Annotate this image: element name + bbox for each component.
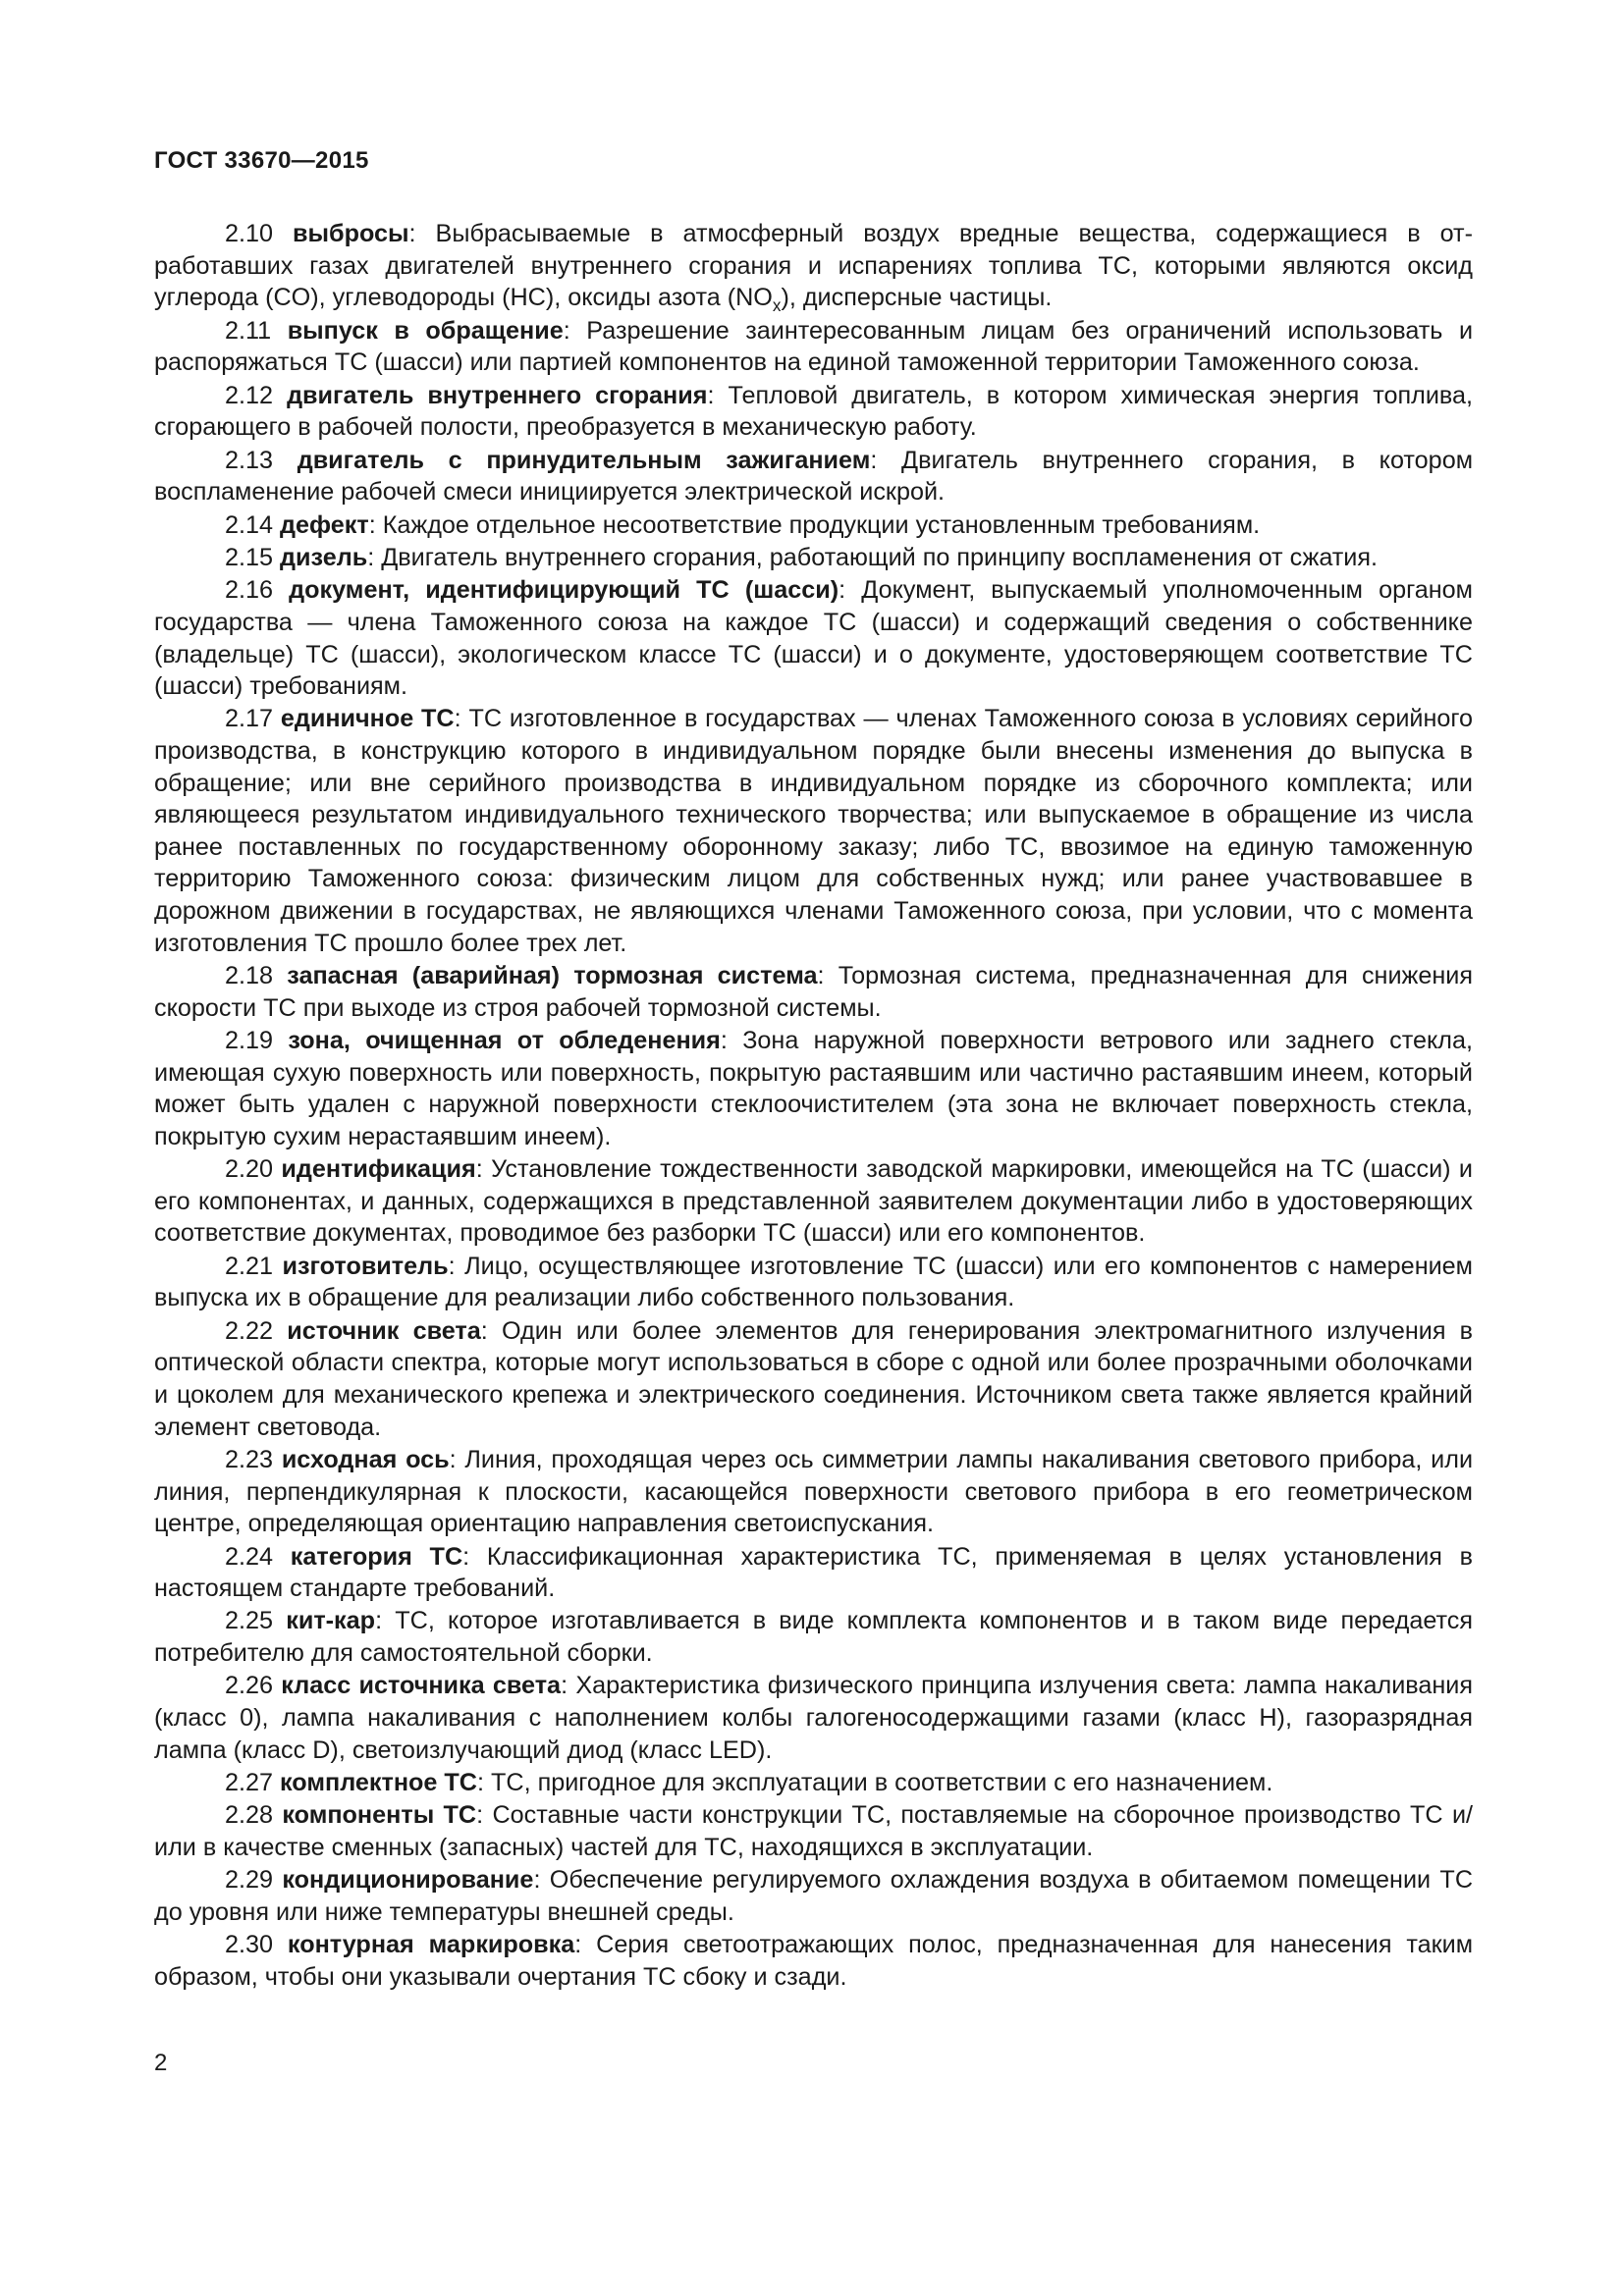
term-definition: Составные части конструкции ТС, поставляемые на сборочное производство ТС и/или в качестве сменных (запасных) частей для ТС, находящихся в эксплуатации. (154, 1801, 1474, 1862)
term-entry: 2.23 исходная ось: Линия, проходящая через ось симметрии лампы накаливания светового прибора, или линия, перпендикулярная к плоскости, касающейся поверхности светового прибора в его геометрическом центре, определяющая ориентацию направления светоиспускания. (154, 1445, 1474, 1538)
term-entry: 2.13 двигатель с принудительным зажиганием: Двигатель внутреннего сгорания, в котором воспламенение рабочей смеси инициируется электрической искрой. (154, 446, 1474, 507)
term-entry: 2.21 изготовитель: Лицо, осуществляющее изготовление ТС (шасси) или его компонентов с намерением выпуска их в обращение для реализации либо собственного пользования. (154, 1252, 1473, 1312)
term-name: документ, идентифицирующий ТС (шасси) (289, 576, 839, 605)
term-entry: 2.19 зона, очищенная от обледенения: Зона наружной поверхности ветрового или заднего стекла, имеющая сухую поверхность или поверхность, покрытую растаявшим или частично растаявшим инеем, который может быть удален с наружной поверхности стеклоочистителем (эта зона не включает поверхность стекла, покрытую сухим нерастаявшим инеем). (154, 1027, 1474, 1150)
term-name: выпуск в обращение (287, 316, 564, 345)
term-number: 2.15 (225, 543, 274, 571)
term-number: 2.22 (225, 1316, 274, 1345)
term-number: 2.25 (225, 1607, 274, 1635)
term-definition: Каждое отдельное несоответствие продукции установленным требованиям. (382, 510, 1261, 539)
term-definition: Лицо, осуществляющее изготовление ТС (шасси) или его компонентов с намерением выпуска их в обращение для реализации либо собственного пользования. (154, 1252, 1473, 1312)
term-number: 2.17 (225, 705, 274, 733)
term-definition: Документ, выпускаемый уполномоченным органом государства — члена Таможенного союза на каждое ТС (шасси) и содержащий сведения о собственнике (владельце) ТС (шасси), экологическом классе ТС (шасси) и о документе, удостоверяющем соответствие ТС (шасси) требованиям. (154, 576, 1473, 701)
term-name: выбросы (293, 220, 409, 247)
term-number: 2.27 (225, 1769, 274, 1797)
term-entry: 2.10 выбросы: Выбрасываемые в атмосферный воздух вредные вещества, содержащиеся в отработавших газах двигателей внутреннего сгорания и испарениях топлива ТС, которыми являются оксид углерода (CO), углеводороды (HC), оксиды азота $(NO_x)$, дисперсные частицы. (154, 220, 1473, 316)
term-number: 2.24 (225, 1542, 274, 1571)
term-number: 2.12 (225, 381, 274, 409)
term-name: дефект (280, 510, 369, 539)
term-entry: 2.29 кондиционирование: Обеспечение регулируемого охлаждения воздуха в обитаемом помещении ТС до уровня или ниже температуры внешней среды. (154, 1866, 1474, 1927)
term-entry: 2.22 источник света: Один или более элементов для генерирования электромагнитного излучения в оптической области спектра, которые могут использоваться в сборе с одной или более прозрачными оболочками и цоколем для механического крепежа и электрического соединения. Источником света также является крайний элемент световода. (154, 1316, 1474, 1441)
term-name: запасная (аварийная) тормозная система (287, 962, 818, 990)
term-entry: 2.20 идентификация: Установление тождественности заводской маркировки, имеющейся на ТС (шасси) и его компонентах, и данных, содержащихся в представленной заявителем документации либо в удостоверяющих соответствие документах, проводимое без разборки ТС (шасси) или его компонентов. (154, 1155, 1473, 1248)
term-definition: Классификационная характеристика ТС, применяемая в целях установления в настоящем стандарте требований. (154, 1542, 1474, 1603)
term-number: 2.10 (225, 220, 274, 247)
term-name: идентификация (281, 1155, 476, 1184)
term-definition: Тормозная система, предназначенная для снижения скорости ТС при выходе из строя рабочей тормозной системы. (154, 962, 1474, 1022)
term-name: дизель (280, 543, 368, 571)
term-definition: Серия светоотражающих полос, предназначенная для нанесения таким образом, чтобы они указывали очертания ТС сбоку и сзади. (154, 1931, 1474, 1991)
term-name: класс источника света (281, 1672, 562, 1700)
term-definition-end: ), дисперсные частицы. (781, 284, 1053, 312)
term-entry: 2.25 кит-кар: ТС, которое изготавливается в виде комплекта компонентов и в таком виде передается потребителю для самостоятельной сборки. (154, 1607, 1474, 1668)
term-name: источник света (287, 1316, 481, 1345)
term-name: исходная ось (281, 1445, 450, 1473)
term-entry: 2.18 запасная (аварийная) тормозная система: Тормозная система, предназначенная для снижения скорости ТС при выходе из строя рабочей тормозной системы. (154, 962, 1474, 1022)
term-definition: Установление тождественности заводской маркировки, имеющейся на ТС (шасси) и его компонентах, и данных, содержащихся в представленной заявителем документации либо в удостоверяющих соответствие документах, проводимое без разборки ТС (шасси) или его компонентов. (154, 1155, 1473, 1248)
term-definition: Линия, проходящая через ось симметрии лампы накаливания светового прибора, или линия, перпендикулярная к плоскости, касающейся поверхности светового прибора в его геометрическом центре, определяющая ориентацию направления светоиспускания. (154, 1445, 1474, 1538)
term-name: кондиционирование (282, 1866, 534, 1895)
subscript: x (772, 295, 782, 316)
term-definition: Зона наружной поверхности ветрового или заднего стекла, имеющая сухую поверхность или поверхность, покрытую растаявшим или частично растаявшим инеем, который может быть удален с наружной поверхности стеклоочистителем (эта зона не включает поверхность стекла, покрытую сухим нерастаявшим инеем). (154, 1027, 1474, 1150)
page-number: 2 (154, 2050, 168, 2076)
standard-designation: ГОСТ 33670—2015 (154, 147, 369, 174)
term-number: 2.20 (225, 1155, 274, 1184)
term-entry: 2.24 категория ТС: Классификационная характеристика ТС, применяемая в целях установления в настоящем стандарте требований. (154, 1542, 1474, 1603)
term-definition: Обеспечение регулируемого охлаждения воздуха в обитаемом помещении ТС до уровня или ниже температуры внешней среды. (154, 1866, 1474, 1927)
term-definition: Характеристика физического принципа излучения света: лампа накаливания (класс 0), лампа накаливания с наполнением колбы галогеносодержащими газами (класс H), газоразрядная лампа (класс D), светоизлучающий диод (класс LED). (154, 1672, 1474, 1764)
term-number: 2.11 (225, 316, 272, 345)
term-name: компоненты ТС (282, 1801, 477, 1830)
term-entry: 2.12 двигатель внутреннего сгорания: Тепловой двигатель, в котором химическая энергия топлива, сгорающего в рабочей полости, преобразуется в механическую работу. (154, 381, 1474, 442)
term-name: зона, очищенная от обледенения (288, 1027, 721, 1055)
term-entry: 2.26 класс источника света: Характеристика физического принципа излучения света: лампа накаливания (класс 0), лампа накаливания с наполнением колбы галогеносодержащими газами (класс H), газоразрядная лампа (класс D), светоизлучающий диод (класс LED). (154, 1672, 1474, 1764)
term-number: 2.19 (225, 1027, 274, 1055)
term-name: двигатель внутреннего сгорания (287, 381, 708, 409)
term-entry: 2.15 дизель: Двигатель внутреннего сгорания, работающий по принципу воспламенения от сжатия. (225, 543, 1379, 571)
term-entry: 2.17 единичное ТС: ТС изготовленное в государствах — членах Таможенного союза в условиях серийного производства, в конструкцию которого в индивидуальном порядке были внесены изменения до выпуска в обращение; или вне серийного производства в индивидуальном порядке из сборочного комплекта; или являющееся результатом индивидуального технического творчества; или выпускаемое в обращение из числа ранее поставленных по государственному оборонному заказу; либо ТС, ввозимое на единую таможенную территорию Таможенного союза: физическим лицом для собственных нужд; или ранее участвовавшее в дорожном движении в государствах, не являющихся членами Таможенного союза, при условии, что с момента изготовления ТС прошло более трех лет. (154, 705, 1474, 957)
term-definition: ТС изготовленное в государствах — членах Таможенного союза в условиях серийного производства, в конструкцию которого в индивидуальном порядке были внесены изменения до выпуска в обращение; или вне серийного производства в индивидуальном порядке из сборочного комплекта; или являющееся результатом индивидуального технического творчества; или выпускаемое в обращение из числа ранее поставленных по государственному оборонному заказу; либо ТС, ввозимое на единую таможенную территорию Таможенного союза: физическим лицом для собственных нужд; или ранее участвовавшее в дорожном движении в государствах, не являющихся членами Таможенного союза, при условии, что с момента изготовления ТС прошло более трех лет. (154, 705, 1474, 957)
terms-list (154, 218, 1473, 1994)
term-number: 2.26 (225, 1672, 274, 1700)
term-number: 2.14 (225, 510, 274, 539)
term-entry: 2.14 дефект: Каждое отдельное несоответствие продукции установленным требованиям. (225, 510, 1261, 539)
term-number: 2.30 (225, 1931, 274, 1959)
term-definition: ТС, которое изготавливается в виде комплекта компонентов и в таком виде передается потребителю для самостоятельной сборки. (154, 1607, 1474, 1668)
term-name: единичное ТС (280, 705, 455, 733)
term-name: комплектное ТС (280, 1769, 478, 1797)
term-definition: ТС, пригодное для эксплуатации в соответствии с его назначением. (491, 1769, 1273, 1797)
term-definition: Разрешение заинтересованным лицам без ограничений использовать и распоряжаться ТС (шасси) или партией компонентов на единой таможенной территории Таможенного союза. (154, 316, 1474, 377)
term-definition: Один или более элементов для генерирования электромагнитного излучения в оптической области спектра, которые могут использоваться в сборе с одной или более прозрачными оболочками и цоколем для механического крепежа и электрического соединения. Источником света также является крайний элемент световода. (154, 1316, 1474, 1441)
term-entry: 2.27 комплектное ТС: ТС, пригодное для эксплуатации в соответствии с его назначением. (225, 1769, 1273, 1797)
term-definition: Тепловой двигатель, в котором химическая энергия топлива, сгорающего в рабочей полости, преобразуется в механическую работу. (154, 381, 1474, 442)
term-number: 2.23 (225, 1445, 274, 1473)
term-entry: 2.30 контурная маркировка: Серия светоотражающих полос, предназначенная для нанесения таким образом, чтобы они указывали очертания ТС сбоку и сзади. (154, 1931, 1474, 1991)
term-entry: 2.11 выпуск в обращение: Разрешение заинтересованным лицам без ограничений использовать и распоряжаться ТС (шасси) или партией компонентов на единой таможенной территории Таможенного союза. (154, 316, 1474, 377)
term-number: 2.28 (225, 1801, 274, 1830)
term-number: 2.13 (225, 446, 274, 474)
term-number: 2.18 (225, 962, 274, 990)
term-number: 2.29 (225, 1866, 274, 1895)
term-name: двигатель с принудительным зажиганием (297, 446, 871, 474)
term-entry: 2.28 компоненты ТС: Составные части конструкции ТС, поставляемые на сборочное производство ТС и/или в качестве сменных (запасных) частей для ТС, находящихся в эксплуатации. (154, 1801, 1474, 1862)
term-name: контурная маркировка (287, 1931, 575, 1959)
term-definition: Двигатель внутреннего сгорания, в котором воспламенение рабочей смеси инициируется электрической искрой. (154, 446, 1474, 507)
term-definition: Двигатель внутреннего сгорания, работающий по принципу воспламенения от сжатия. (381, 543, 1379, 571)
term-name: кит-кар (286, 1607, 376, 1635)
term-definition: Выбрасываемые в атмосферный воздух вредные вещества, содержащиеся в отработавших газах двигателей внутреннего сгорания и испарениях топлива ТС, которыми являются оксид углерода (CO), углеводороды (HC), оксиды азота (NO (154, 220, 1473, 312)
term-name: категория ТС (290, 1542, 463, 1571)
term-number: 2.21 (225, 1252, 274, 1280)
term-entry: 2.16 документ, идентифицирующий ТС (шасси): Документ, выпускаемый уполномоченным органом государства — члена Таможенного союза на каждое ТС (шасси) и содержащий сведения о собственнике (владельце) ТС (шасси), экологическом классе ТС (шасси) и о документе, удостоверяющем соответствие ТС (шасси) требованиям. (154, 576, 1473, 701)
term-name: изготовитель (282, 1252, 449, 1280)
term-number: 2.16 (225, 576, 274, 605)
